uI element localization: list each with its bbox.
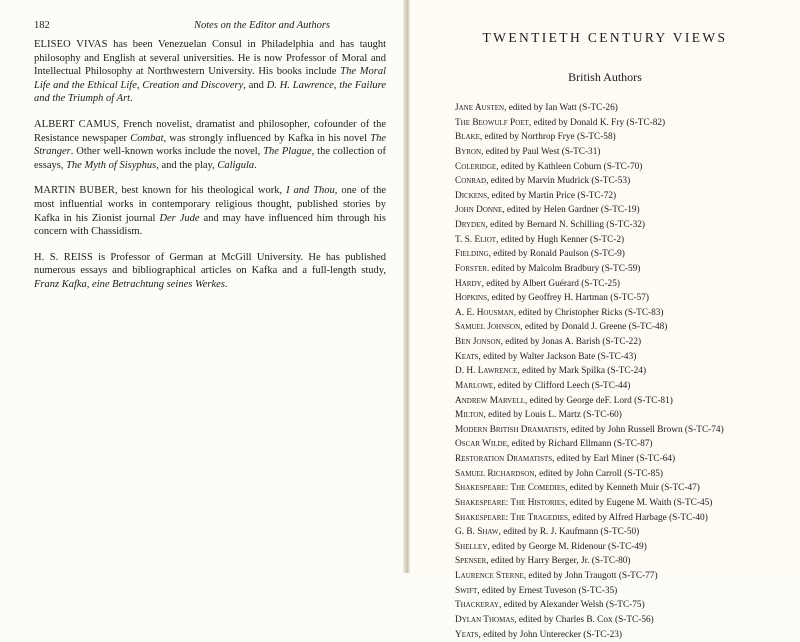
author-name: MARTIN BUBER <box>34 185 115 196</box>
book-editor: , edited by Marvin Mudrick (S-TC-53) <box>486 176 630 186</box>
note-text: has been Venezuelan Consul in Philadelphia and has taught philosophy and English at several universities. He is now Professor of Moral and Intellectual Philosophy at Northwestern University. His books include <box>34 39 386 77</box>
book-entry <box>455 130 775 145</box>
book-list <box>455 101 775 642</box>
book-subject: Modern British Dramatists <box>455 425 566 435</box>
book-entry <box>455 379 775 394</box>
book-entry <box>455 262 775 277</box>
author-note <box>34 38 386 106</box>
book-subject: Thackeray <box>455 600 499 610</box>
book-editor: , edited by Donald K. Fry (S-TC-82) <box>529 118 665 128</box>
left-page <box>0 0 405 573</box>
book-entry <box>455 145 775 160</box>
book-subject: Shakespeare: The Histories <box>455 498 565 508</box>
book-subject: Hardy <box>455 279 482 289</box>
book-subject: Dylan Thomas <box>455 615 514 625</box>
book-editor: , edited by Clifford Leech (S-TC-44) <box>493 381 630 391</box>
book-subject: Spenser <box>455 556 486 566</box>
book-entry <box>455 423 775 438</box>
book-subject: Jane Austen <box>455 103 504 113</box>
book-editor: , edited by Alfred Harbage (S-TC-40) <box>568 513 708 523</box>
book-entry <box>455 116 775 131</box>
series-subtitle: British Authors <box>410 70 800 85</box>
work-title: D. H. Lawrence, the Failure and the Triumph of Art <box>34 80 386 105</box>
book-entry <box>455 481 775 496</box>
book-entry <box>455 394 775 409</box>
book-editor: , edited by Charles B. Cox (S-TC-56) <box>514 615 653 625</box>
book-entry <box>455 350 775 365</box>
book-entry <box>455 335 775 350</box>
work-title: Combat <box>130 133 163 144</box>
book-subject: D. H. Lawrence <box>455 366 517 376</box>
book-subject: Hopkins <box>455 293 487 303</box>
book-subject: Byron <box>455 147 481 157</box>
author-notes <box>34 38 386 304</box>
book-editor: , edited by Jonas A. Barish (S-TC-22) <box>501 337 641 347</box>
book-subject: Andrew Marvell <box>455 396 525 406</box>
book-subject: The Beowulf Poet <box>455 118 529 128</box>
book-entry <box>455 218 775 233</box>
book-entry <box>455 452 775 467</box>
author-note <box>34 184 386 238</box>
author-name: ELISEO VIVAS <box>34 39 108 50</box>
book-subject: Dickens <box>455 191 487 201</box>
book-editor: , edited by Northrop Frye (S-TC-58) <box>480 132 616 142</box>
book-entry <box>455 525 775 540</box>
book-entry <box>455 569 775 584</box>
book-editor: , edited by Harry Berger, Jr. (S-TC-80) <box>486 556 630 566</box>
book-entry <box>455 277 775 292</box>
book-editor: , edited by Bernard N. Schilling (S-TC-32) <box>485 220 645 230</box>
book-editor: , edited by John Carroll (S-TC-85) <box>534 469 663 479</box>
book-editor: . edited by Malcolm Bradbury (S-TC-59) <box>487 264 640 274</box>
book-entry <box>455 511 775 526</box>
note-text: . <box>130 93 133 104</box>
book-entry <box>455 496 775 511</box>
book-editor: , edited by Albert Guérard (S-TC-25) <box>482 279 620 289</box>
book-editor: , edited by John Traugott (S-TC-77) <box>524 571 658 581</box>
book-subject: Swift <box>455 586 477 596</box>
note-text: , and the play, <box>156 160 217 171</box>
work-title: The Plague <box>263 146 311 157</box>
work-title: Caligula <box>217 160 254 171</box>
book-entry <box>455 598 775 613</box>
book-entry <box>455 540 775 555</box>
note-text: . <box>254 160 257 171</box>
book-entry <box>455 408 775 423</box>
note-text: , was strongly influenced by Kafka in his novel <box>164 133 371 144</box>
book-subject: T. S. Eliot <box>455 235 496 245</box>
book-subject: Yeats <box>455 630 478 640</box>
book-subject: Oscar Wilde <box>455 439 507 449</box>
book-entry <box>455 189 775 204</box>
note-text: and may have influenced him through his concern with Chassidism. <box>34 213 386 238</box>
book-subject: Shakespeare: The Tragedies <box>455 513 568 523</box>
book-editor: , edited by Ronald Paulson (S-TC-9) <box>489 249 625 259</box>
book-editor: , edited by Eugene M. Waith (S-TC-45) <box>565 498 712 508</box>
book-entry <box>455 101 775 116</box>
work-title: The Moral Life and the Ethical Life, Creation and Discovery <box>34 66 386 91</box>
book-subject: A. E. Housman <box>455 308 514 318</box>
book-editor: , edited by Geoffrey H. Hartman (S-TC-57) <box>487 293 649 303</box>
work-title: Franz Kafka, eine Betrachtung seines Werkes <box>34 279 225 290</box>
book-entry <box>455 306 775 321</box>
book-editor: , edited by Richard Ellmann (S-TC-87) <box>507 439 653 449</box>
book-subject: Laurence Sterne <box>455 571 524 581</box>
book-subject: Samuel Johnson <box>455 322 520 332</box>
book-entry <box>455 364 775 379</box>
book-subject: Conrad <box>455 176 486 186</box>
book-subject: Fielding <box>455 249 489 259</box>
book-editor: , edited by Alexander Welsh (S-TC-75) <box>499 600 645 610</box>
book-subject: Ben Jonson <box>455 337 501 347</box>
book-entry <box>455 584 775 599</box>
author-name: ALBERT CAMUS <box>34 119 117 130</box>
book-editor: , edited by Earl Miner (S-TC-64) <box>552 454 675 464</box>
page-number: 182 <box>34 20 50 31</box>
author-name: H. S. REISS <box>34 252 93 263</box>
book-editor: , edited by Christopher Ricks (S-TC-83) <box>514 308 664 318</box>
book-editor: , edited by Martin Price (S-TC-72) <box>487 191 616 201</box>
book-entry <box>455 291 775 306</box>
work-title: I and Thou <box>286 185 335 196</box>
book-editor: , edited by Mark Spilka (S-TC-24) <box>517 366 646 376</box>
book-subject: Samuel Richardson <box>455 469 534 479</box>
book-subject: Restoration Dramatists <box>455 454 552 464</box>
note-text: . <box>225 279 228 290</box>
book-editor: , edited by Walter Jackson Bate (S-TC-43) <box>478 352 636 362</box>
note-text: , best known for his theological work, <box>115 185 286 196</box>
book-subject: Coleridge <box>455 162 496 172</box>
book-entry <box>455 554 775 569</box>
book-editor: , edited by Paul West (S-TC-31) <box>481 147 600 157</box>
note-text: , the collection of essays, <box>34 146 386 171</box>
book-subject: Milton <box>455 410 484 420</box>
note-text: is Professor of German at McGill University. He has published numerous essays and bibliographical articles on Kafka and a full-length study, <box>34 252 386 277</box>
book-subject: Shelley <box>455 542 487 552</box>
book-editor: , edited by Ernest Tuveson (S-TC-35) <box>477 586 617 596</box>
book-subject: Dryden <box>455 220 485 230</box>
note-text: , French novelist, dramatist and philosopher, cofounder of the Resistance newspaper <box>34 119 386 144</box>
book-editor: , edited by Hugh Kenner (S-TC-2) <box>496 235 624 245</box>
book-editor: , edited by John Russell Brown (S-TC-74) <box>566 425 723 435</box>
series-title: TWENTIETH CENTURY VIEWS <box>410 30 800 46</box>
work-title: The Myth of Sisyphus <box>66 160 156 171</box>
book-entry <box>455 233 775 248</box>
book-editor: , edited by Kenneth Muir (S-TC-47) <box>565 483 700 493</box>
book-editor: , edited by George deF. Lord (S-TC-81) <box>525 396 673 406</box>
book-editor: , edited by Donald J. Greene (S-TC-48) <box>520 322 667 332</box>
book-subject: Keats <box>455 352 478 362</box>
book-entry <box>455 320 775 335</box>
book-subject: Blake <box>455 132 480 142</box>
book-editor: , edited by Helen Gardner (S-TC-19) <box>502 205 639 215</box>
work-title: Der Jude <box>159 213 199 224</box>
note-text: , one of the most influential works in contemporary religious thought, published stories by Kafka in his Zionist journal <box>34 185 386 223</box>
book-entry <box>455 203 775 218</box>
book-subject: G. B. Shaw <box>455 527 499 537</box>
book-entry <box>455 628 775 642</box>
running-title: Notes on the Editor and Authors <box>194 20 330 31</box>
book-editor: , edited by R. J. Kaufmann (S-TC-50) <box>499 527 640 537</box>
book-entry <box>455 437 775 452</box>
work-title: The Stranger <box>34 133 386 158</box>
book-subject: John Donne <box>455 205 502 215</box>
note-text: . Other well-known works include the novel, <box>71 146 263 157</box>
book-subject: Forster <box>455 264 487 274</box>
book-editor: , edited by Louis L. Martz (S-TC-60) <box>484 410 622 420</box>
book-entry <box>455 174 775 189</box>
book-entry <box>455 613 775 628</box>
note-text: , and <box>243 80 266 91</box>
book-subject: Marlowe <box>455 381 493 391</box>
right-page <box>410 0 800 573</box>
book-editor: , edited by Kathleen Coburn (S-TC-70) <box>496 162 642 172</box>
book-subject: Shakespeare: The Comedies <box>455 483 565 493</box>
book-editor: , edited by Ian Watt (S-TC-26) <box>504 103 618 113</box>
author-note <box>34 251 386 292</box>
book-entry <box>455 160 775 175</box>
book-editor: , edited by George M. Ridenour (S-TC-49) <box>487 542 646 552</box>
author-note <box>34 118 386 172</box>
book-editor: , edited by John Unterecker (S-TC-23) <box>478 630 622 640</box>
book-entry <box>455 247 775 262</box>
book-entry <box>455 467 775 482</box>
